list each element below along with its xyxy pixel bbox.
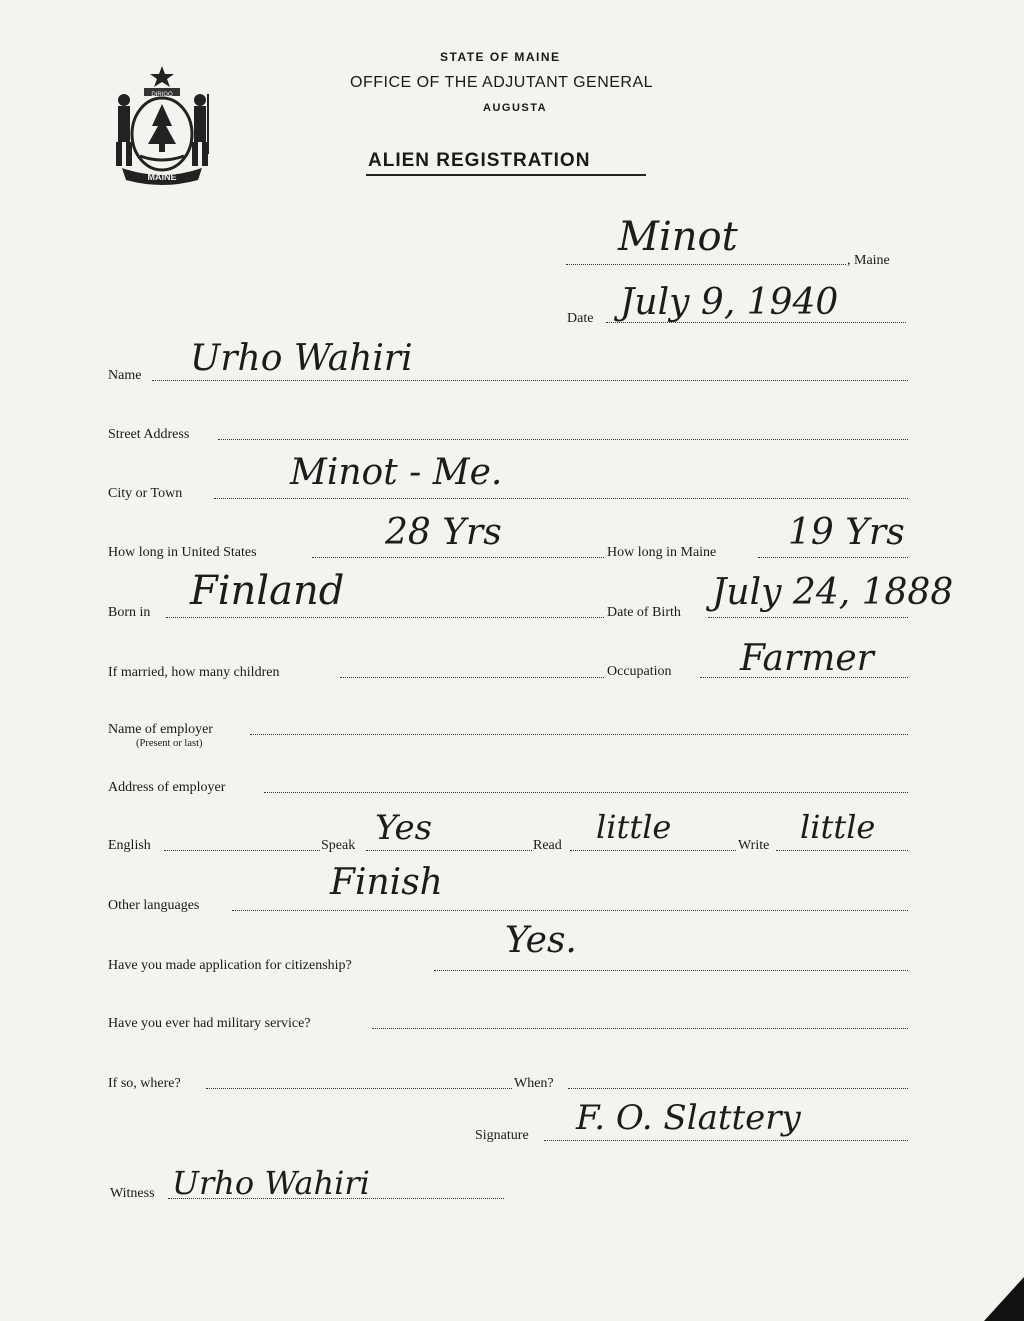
street-label: Street Address	[108, 427, 190, 442]
occupation-entry[interactable]: Farmer	[740, 638, 874, 679]
english-label: English	[108, 838, 151, 853]
military-line	[372, 1028, 908, 1029]
write-line	[776, 850, 908, 851]
dob-label: Date of Birth	[607, 605, 681, 620]
employer-line	[250, 734, 908, 735]
speak-entry[interactable]: Yes	[375, 808, 433, 848]
other-languages-line	[232, 910, 908, 911]
born-in-label: Born in	[108, 605, 151, 620]
name-label: Name	[108, 368, 142, 383]
born-in-line	[166, 617, 604, 618]
signature-entry[interactable]: F. O. Slattery	[576, 1098, 801, 1138]
header-state: STATE OF MAINE	[440, 50, 561, 64]
occupation-label: Occupation	[607, 664, 672, 679]
read-entry[interactable]: little	[596, 808, 672, 846]
header-city: AUGUSTA	[483, 102, 548, 114]
speak-label: Speak	[321, 838, 356, 853]
write-label: Write	[738, 838, 770, 853]
how-long-us-label: How long in United States	[108, 545, 257, 560]
dob-line	[708, 617, 908, 618]
city-line	[214, 498, 908, 499]
speak-line	[366, 850, 532, 851]
state-seal-icon	[108, 64, 216, 188]
maine-label: , Maine	[847, 253, 890, 268]
how-long-maine-entry[interactable]: 19 Yrs	[788, 512, 905, 553]
employer-address-label: Address of employer	[108, 780, 226, 795]
town-entry[interactable]: Minot	[618, 214, 738, 260]
city-label: City or Town	[108, 486, 183, 501]
title-underline	[366, 174, 646, 176]
when-label: When?	[514, 1076, 554, 1091]
citizenship-entry[interactable]: Yes.	[505, 920, 577, 961]
employer-address-line	[264, 792, 908, 793]
how-long-us-line	[312, 557, 604, 558]
write-entry[interactable]: little	[800, 808, 876, 846]
where-label: If so, where?	[108, 1076, 181, 1091]
how-long-maine-label: How long in Maine	[607, 545, 717, 560]
read-line	[570, 850, 736, 851]
dob-entry[interactable]: July 24, 1888	[712, 572, 954, 613]
witness-label: Witness	[110, 1186, 155, 1201]
employer-sublabel: (Present or last)	[136, 738, 203, 749]
how-long-maine-line	[758, 557, 908, 558]
when-line	[568, 1088, 908, 1089]
born-in-entry[interactable]: Finland	[190, 568, 345, 614]
signature-line	[544, 1140, 908, 1141]
date-entry[interactable]: July 9, 1940	[620, 282, 839, 323]
header-office: OFFICE OF THE ADJUTANT GENERAL	[350, 74, 654, 91]
citizenship-label: Have you made application for citizenship?	[108, 958, 352, 973]
married-label: If married, how many children	[108, 665, 280, 680]
other-languages-entry[interactable]: Finish	[330, 862, 443, 903]
street-line	[218, 439, 908, 440]
how-long-us-entry[interactable]: 28 Yrs	[385, 512, 502, 553]
signature-label: Signature	[475, 1128, 529, 1143]
name-line	[152, 380, 908, 381]
where-line	[206, 1088, 512, 1089]
witness-entry[interactable]: Urho Wahiri	[172, 1164, 370, 1202]
employer-label: Name of employer	[108, 722, 213, 737]
name-entry[interactable]: Urho Wahiri	[190, 338, 413, 379]
seal-motto: DIRIGO	[151, 92, 173, 98]
citizenship-line	[434, 970, 908, 971]
read-label: Read	[533, 838, 562, 853]
date-label: Date	[567, 311, 594, 326]
city-entry[interactable]: Minot - Me.	[290, 452, 503, 493]
married-line	[340, 677, 604, 678]
seal-label: MAINE	[147, 172, 177, 182]
military-label: Have you ever had military service?	[108, 1016, 311, 1031]
town-line	[566, 264, 846, 265]
english-line	[164, 850, 320, 851]
scan-corner-mark	[984, 1277, 1024, 1321]
form-title: ALIEN REGISTRATION	[368, 150, 591, 171]
other-languages-label: Other languages	[108, 898, 200, 913]
